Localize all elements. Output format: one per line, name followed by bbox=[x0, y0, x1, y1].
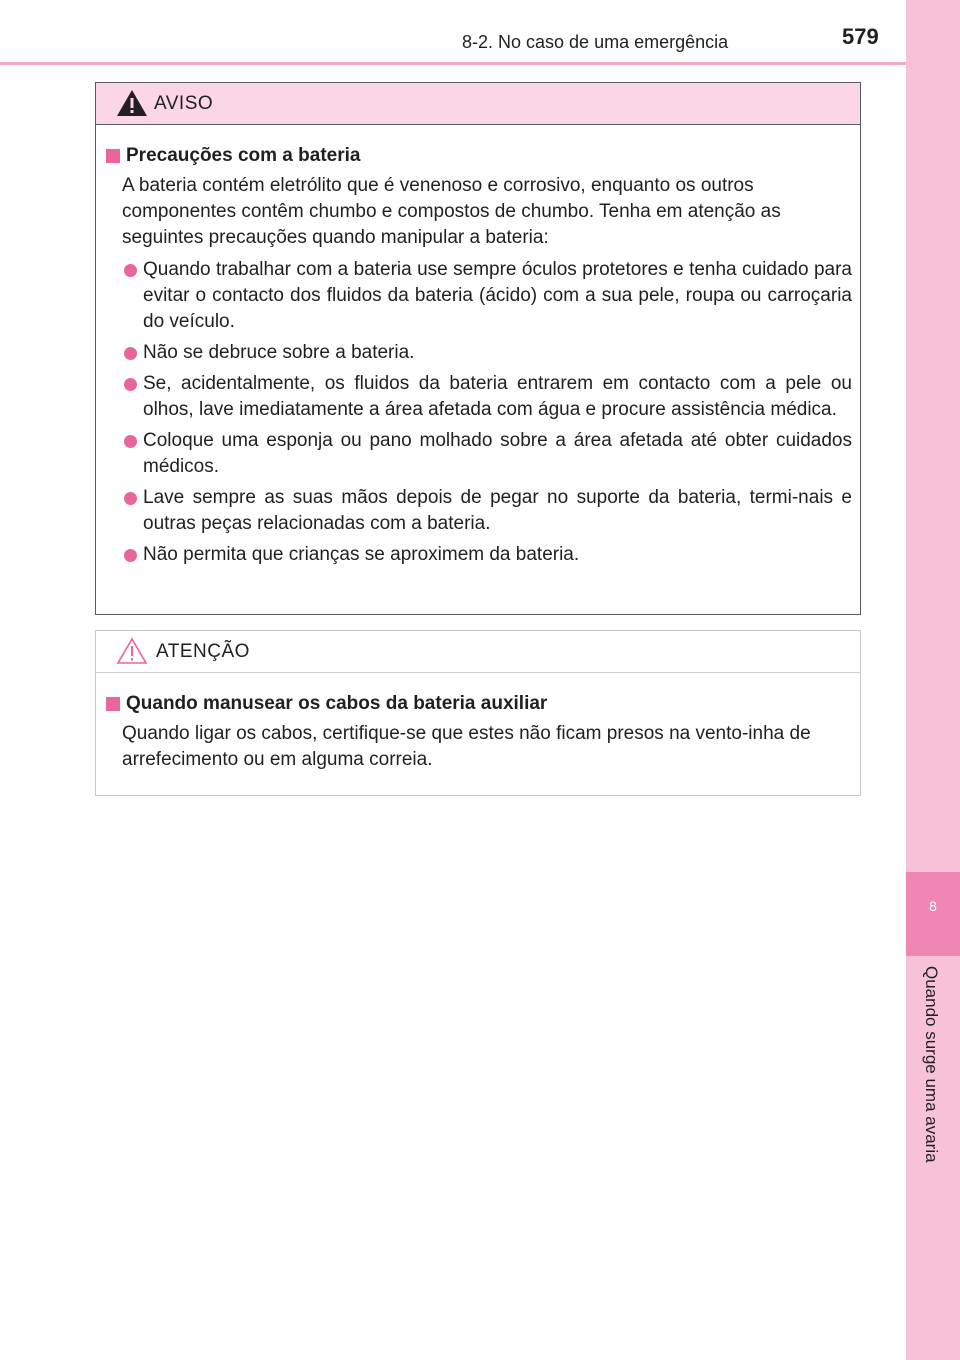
chapter-tab[interactable] bbox=[906, 872, 960, 956]
warning-header bbox=[96, 83, 860, 125]
header-rule bbox=[0, 62, 906, 65]
bullet-dot-icon bbox=[124, 435, 137, 448]
list-item: Não permita que crianças se aproximem da bateria. bbox=[122, 542, 852, 568]
list-item: Não se debruce sobre a bateria. bbox=[122, 340, 852, 366]
warning-label: AVISO bbox=[154, 93, 214, 114]
bullet-dot-icon bbox=[124, 549, 137, 562]
square-bullet-icon bbox=[106, 697, 120, 711]
warning-title-text: Precauções com a bateria bbox=[126, 145, 361, 166]
list-item: Quando trabalhar com a bateria use sempre óculos protetores e tenha cuidado para evitar o contacto dos fluidos da bateria (ácido) com a sua pele, roupa ou carroçaria do veículo. bbox=[122, 257, 852, 335]
bullet-dot-icon bbox=[124, 378, 137, 391]
page-number: 579 bbox=[842, 24, 879, 49]
bullet-dot-icon bbox=[124, 492, 137, 505]
caution-triangle-icon bbox=[116, 636, 148, 666]
list-item: Lave sempre as suas mãos depois de pegar no suporte da bateria, termi-nais e outras peças relacionadas com a bateria. bbox=[122, 485, 852, 537]
warning-box bbox=[95, 82, 861, 615]
warning-intro: A bateria contém eletrólito que é venenoso e corrosivo, enquanto os outros componentes contêm chumbo e compostos de chumbo. Tenha em atenção as seguintes precauções quando manipular a bateria: bbox=[122, 175, 781, 248]
list-item: Se, acidentalmente, os fluidos da bateria entrarem em contacto com a pele ou olhos, lave imediatamente a área afetada com água e procure assistência médica. bbox=[122, 371, 852, 423]
warning-body bbox=[96, 125, 860, 568]
caution-label: ATENÇÃO bbox=[156, 641, 250, 662]
bullet-dot-icon bbox=[124, 264, 137, 277]
caution-title-text: Quando manusear os cabos da bateria auxiliar bbox=[126, 693, 548, 714]
chapter-title: Quando surge uma avaria bbox=[922, 966, 941, 1163]
chapter-number: 8 bbox=[929, 898, 937, 914]
caution-body bbox=[96, 673, 860, 773]
warning-triangle-icon bbox=[116, 88, 148, 118]
caution-header bbox=[96, 631, 860, 673]
caution-box bbox=[95, 630, 861, 796]
caution-text: Quando ligar os cabos, certifique-se que estes não ficam presos na vento-inha de arrefecimento ou em alguma correia. bbox=[122, 723, 811, 770]
list-item: Coloque uma esponja ou pano molhado sobre a área afetada até obter cuidados médicos. bbox=[122, 428, 852, 480]
warning-bullets bbox=[104, 257, 852, 568]
bullet-dot-icon bbox=[124, 347, 137, 360]
square-bullet-icon bbox=[106, 149, 120, 163]
section-title: 8-2. No caso de uma emergência bbox=[462, 32, 729, 52]
warning-item-title bbox=[104, 143, 852, 169]
caution-item-title bbox=[104, 691, 852, 717]
